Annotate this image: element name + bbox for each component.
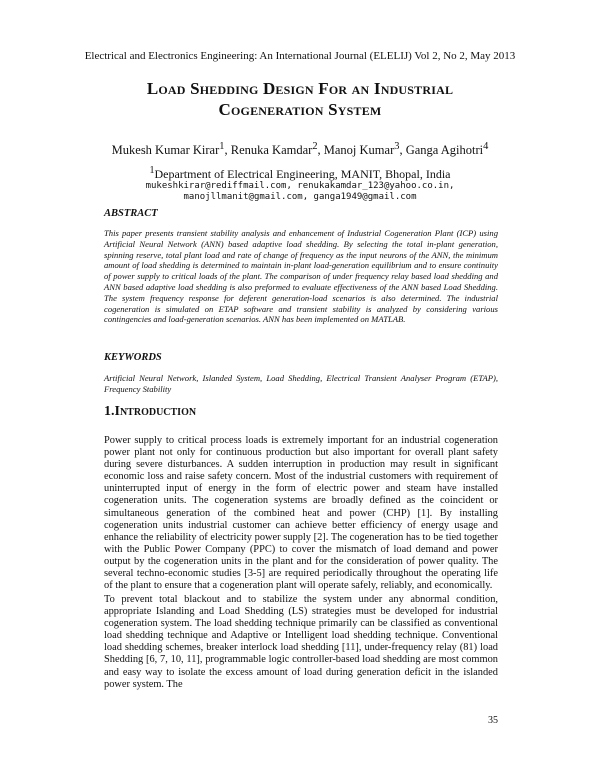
author-name: Ganga Agihotri [405,143,484,158]
email-line: mukeshkirar@rediffmail.com, renukakamdar_123@yahoo.co.in, [145,181,455,191]
title-line-2: Cogeneration System [218,100,382,119]
author-emails [0,181,600,203]
abstract-text: This paper presents transient stability analysis and enhancement of Industrial Cogeneration Plant (ICP) using Artificial Neural Network (ANN) based adaptive load shedding. By selecting the total in-plant generation, spinning reserve, total plant load and rate of change of frequency as the input neurons of the ANN, the minimum amount of load shedding is determined to maintain in-plant load-generation equilibrium and to ensure continuity of power supply to critical loads of the plant. The comparison of under frequency relay based load shedding and ANN based adaptive load shedding is also preformed to evaluate effectiveness of the ANN based Load Shedding. The system frequency response for deferent generation-load scenarios is also determined. The industrial cogeneration is simulated on ETAP software and transient stability is analyzed by considering various contingencies and load-generation scenarios. ANN has been implemented on MATLAB. [104,228,498,325]
keywords-heading: KEYWORDS [104,352,162,363]
title-line-1: Load Shedding Design For an Industrial [146,79,454,98]
affiliation: $^1$Department of Electrical Engineering, MANIT, Bhopal, India [149,165,451,181]
paper-title [0,78,600,120]
email-line: manojllmanit@gmail.com, ganga1949@gmail.com [183,192,417,202]
author-name: Mukesh Kumar Kirar [111,143,220,158]
keywords-text: Artificial Neural Network, Islanded System, Load Shedding, Electrical Transient Analyser Program (ETAP), Frequency Stability [104,373,498,394]
author-name: Renuka Kamdar [230,143,313,158]
author-affil-mark: 2 [312,141,318,152]
author-list: Mukesh Kumar Kirar$^1$, Renuka Kamdar$^2$, Manoj Kumar$^3$, Ganga Agihotri$^4$ [111,141,489,158]
abstract-heading: ABSTRACT [104,208,158,219]
section-heading-introduction: 1.Introduction [104,404,197,419]
author-name: Manoj Kumar [323,143,395,158]
journal-header: Electrical and Electronics Engineering: An International Journal (ELELIJ) Vol 2, No 2, May 2013 [84,50,516,62]
author-affil-mark: 1 [219,141,225,152]
intro-paragraph-1: Power supply to critical process loads is extremely important for an industrial cogeneration power plant not only for continuous production but also important for overall plant safety during severe disturbances. A sudden interruption in production may result in significant economic loss and raise safety concern. Most of the industrial customers with requirement of uninterrupted input of energy in the form of electric power and steam have installed cogeneration units. The cogeneration systems are broadly defined as the coincident or simultaneous generation of the combined heat and power (CHP) [1]. By installing cogeneration units industrial customer can achieve better efficiency of energy usage and enhance the reliability of electricity power supply [2]. The cogeneration has to be tied together with the Public Power Company (PPC) to cover the mismatch of load demand and power output by the cogeneration units in the plant and for the consideration of power quality. The several techno-economic studies [3-5] are required periodically throughout the operating life of the plant to ensure that a cogeneration plant will operate safely, reliably, and economically. [104,435,498,592]
page-number: 35 [488,715,498,726]
intro-paragraph-2: To prevent total blackout and to stabilize the system under any abnormal condition, appropriate Islanding and Load Shedding (LS) strategies must be developed for industrial cogeneration system. The load shedding technique primarily can be classified as conventional load shedding technique and Adaptive or Intelligent load shedding technique. Conventional load shedding schemes, breaker interlock load shedding [11], under-frequency relay (81) load Shedding [6, 7, 10, 11], programmable logic controller-based load shedding are most common and easy way to isolate the excess amount of load during generation deficit in the islanded power system. The [104,594,498,690]
author-affil-mark: 3 [394,141,400,152]
author-affil-mark: 4 [483,141,489,152]
